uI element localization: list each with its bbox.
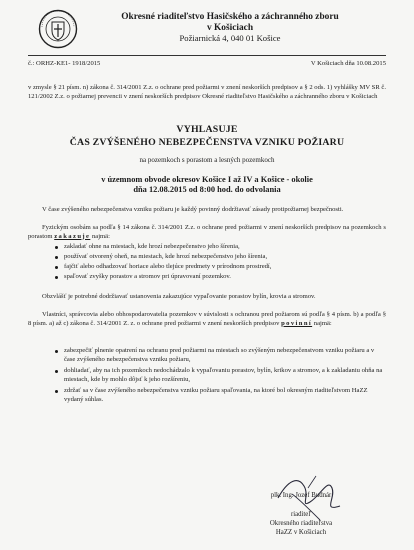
owner-duties-emphasis: povinní: [281, 319, 313, 327]
prohibited-item: zakladať ohne na miestach, kde hrozí nebezpečenstvo jeho šírenia,: [64, 243, 386, 252]
prohibited-item: fajčiť alebo odhadzovať horiace alebo tlejúce predmety v prírodnom prostredí,: [64, 263, 386, 272]
org-name-line1: Okresné riaditeľstvo Hasičského a záchranného zboru: [121, 12, 339, 22]
prohibited-item: spaľovať zvyšky porastov a stromov pri úpravovaní pozemkov.: [64, 273, 386, 282]
declaration-area: v územnom obvode okresov Košice I až IV a Košice - okolie: [101, 175, 313, 184]
duty-item: dohliadať, aby na ich pozemkoch nedochádzalo k vypaľovaniu porastov, bylín, krikov a stromov, a k zakladaniu ohňa na miestach, kde by mohlo dôjsť k jeho rozšíreniu,: [64, 367, 386, 384]
declaration-date: dňa 12.08.2015 od 8:00 hod. do odvolania: [133, 185, 281, 194]
paragraph-general-duty: V čase zvýšeného nebezpečenstva vzniku požiaru je každý povinný dodržiavať zásady protipožiarnej bezpečnosti.: [42, 206, 344, 213]
reference-number: č.: ORHZ-KE1- 1918/2015: [28, 60, 101, 67]
paragraph-prohibitions: [28, 224, 386, 241]
owner-duties-text: Vlastníci, správcovia alebo obhospodarovatelia pozemkov v súvislosti s ochranou pred požiarom sú podľa § 4 písm. b) a podľa § 8 písm. a) až c) zákona č. 314/2001 Z. z. o ochrane pred požiarmi v znení neskorších predpisov: [28, 311, 386, 327]
declaration-title: ČAS ZVÝŠENÉHO NEBEZPEČENSTVA VZNIKU POŽIARU: [69, 137, 345, 148]
paragraph-burning-ban: Obzvlášť je potrebné dodržiavať ustanovenia zakazujúce vypaľovanie porastov bylín, krovia a stromov.: [42, 293, 316, 300]
org-address: Požiarnická 4, 040 01 Košice: [179, 33, 281, 43]
prohibitions-tail: najmä:: [91, 232, 110, 240]
header-divider: [28, 55, 386, 56]
duty-item: zdržať sa v čase zvýšeného nebezpečenstva vzniku požiaru spaľovania, na ktoré bol okresným riaditeľstvom HaZZ vydaný súhlas.: [64, 387, 386, 404]
signatory-role: riaditeľ: [290, 511, 312, 518]
intro-paragraph: v zmysle § 21 písm. n) zákona č. 314/2001 Z.z. o ochrane pred požiarmi v znení neskorších predpisov a § 2 ods. 1) vyhlášky MV SR č. 121/2002 Z.z. o požiarnej prevencii v znení neskorších predpisov Okresné riaditeľstvo Hasičského a záchranného zboru v Košiciach: [28, 84, 386, 100]
prohibitions-emphasis: zakazuje: [54, 232, 91, 240]
declaration-heading: VYHLASUJE: [176, 124, 238, 135]
paragraph-owner-duties: [28, 311, 386, 328]
fire-rescue-seal-logo: [38, 9, 78, 49]
prohibited-item: používať otvorený oheň, na miestach, kde hrozí nebezpečenstvo jeho šírenia,: [64, 253, 386, 262]
owner-duties-tail: najmä:: [313, 319, 332, 327]
org-name-line2: v Košiciach: [206, 22, 254, 33]
signatory-org: Okresného riaditeľstva: [269, 520, 333, 527]
place-date: V Košiciach dňa 10.08.2015: [310, 60, 386, 67]
reference-row: [28, 60, 386, 67]
prohibitions-text: Fyzickým osobám sa podľa § 14 zákona č. 314/2001 Z.z. o ochrane pred požiarmi v znení neskorších predpisov na pozemkoch s porastom: [28, 224, 386, 240]
signatory-name: plk. Ing. Jozef Budnár: [270, 492, 332, 499]
letterhead: [80, 12, 380, 44]
declaration-subtitle: na pozemkoch s porastom a lesných pozemkoch: [139, 156, 275, 164]
signatory-org-location: HaZZ v Košiciach: [275, 529, 327, 536]
duty-item: zabezpečiť plnenie opatrení na ochranu pred požiarmi na miestach so zvýšeným nebezpečenstvom vzniku požiaru a v čase zvýšeného nebezpečenstva vzniku požiaru,: [64, 347, 386, 364]
